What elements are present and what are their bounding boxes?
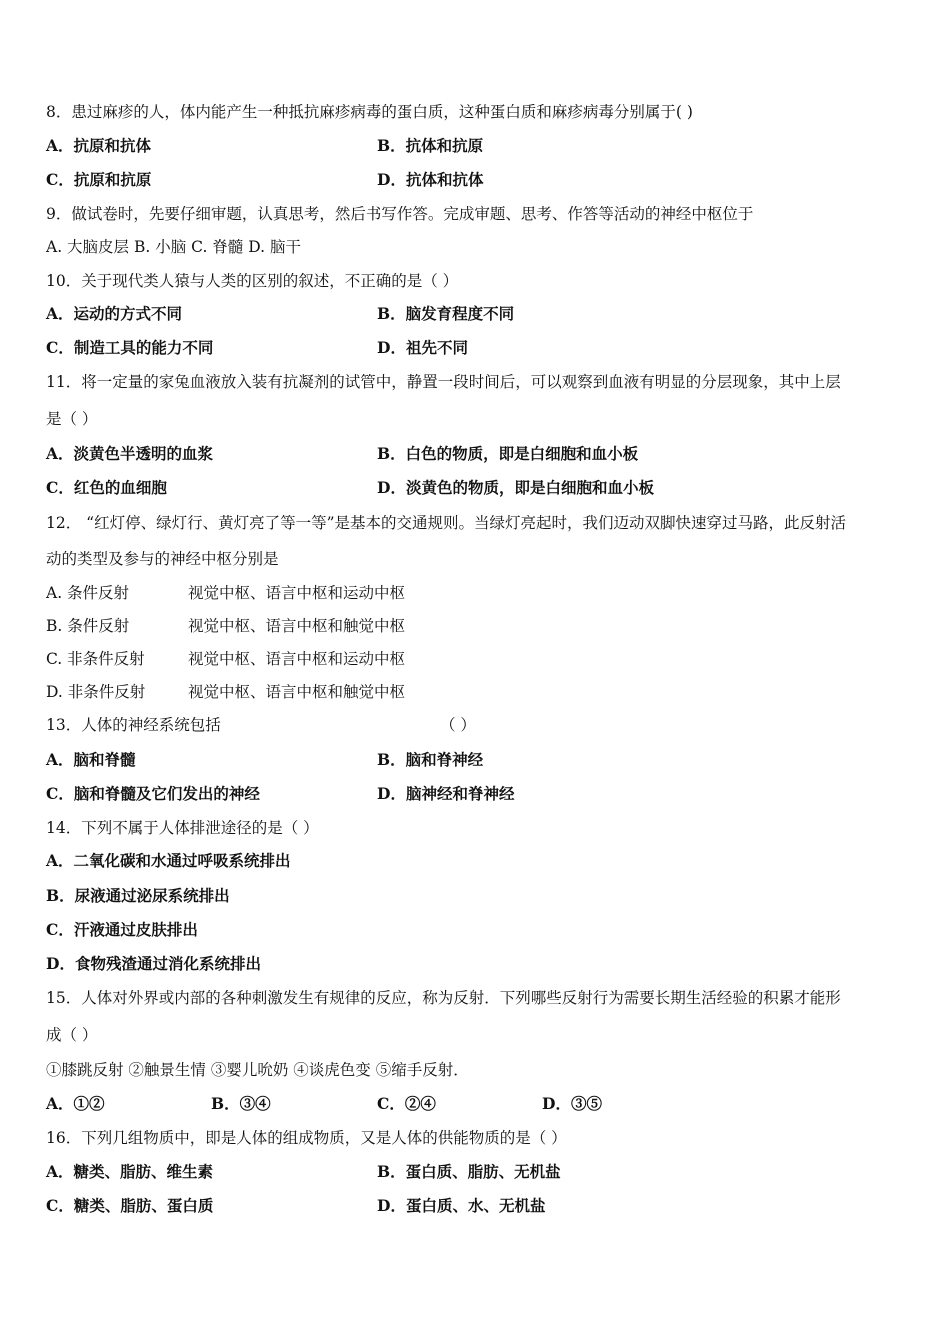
q15-option-b: B．③④ bbox=[211, 1094, 271, 1113]
q12-option-a-text: 视觉中枢、语言中枢和运动中枢 bbox=[188, 584, 406, 602]
q9-options: A. 大脑皮层 B. 小脑 C. 脊髓 D. 脑干 bbox=[46, 238, 301, 256]
q12-stem-line2: 动的类型及参与的神经中枢分别是 bbox=[46, 550, 279, 568]
q8-option-c: C．抗原和抗原 bbox=[46, 170, 152, 189]
q8-option-d: D．抗体和抗体 bbox=[377, 170, 484, 189]
q11-stem-line1: 11．将一定量的家兔血液放入装有抗凝剂的试管中，静置一段时间后，可以观察到血液有明显的分层现象，其中上层 bbox=[46, 373, 841, 391]
q16-option-d: D．蛋白质、水、无机盐 bbox=[377, 1196, 546, 1215]
q15-items: ①膝跳反射 ②触景生情 ③婴儿吮奶 ④谈虎色变 ⑤缩手反射． bbox=[46, 1061, 469, 1079]
q8-option-a: A．抗原和抗体 bbox=[46, 136, 152, 155]
q15-option-a: A．①② bbox=[46, 1094, 105, 1113]
q15-option-c: C．②④ bbox=[377, 1094, 436, 1113]
q14-option-d: D．食物残渣通过消化系统排出 bbox=[46, 954, 261, 973]
q16-option-b: B．蛋白质、脂肪、无机盐 bbox=[377, 1162, 561, 1181]
q11-option-b: B．白色的物质，即是白细胞和血小板 bbox=[377, 444, 639, 463]
q13-option-d: D．脑神经和脊神经 bbox=[377, 784, 515, 803]
q13-answer-paren: （ ） bbox=[440, 716, 476, 734]
q14-option-c: C．汗液通过皮肤排出 bbox=[46, 920, 198, 939]
q12-option-b-text: 视觉中枢、语言中枢和触觉中枢 bbox=[188, 617, 406, 635]
q8-stem: 8．患过麻疹的人，体内能产生一种抵抗麻疹病毒的蛋白质，这种蛋白质和麻疹病毒分别属于( ) bbox=[46, 103, 693, 121]
q15-stem-line1: 15．人体对外界或内部的各种刺激发生有规律的反应，称为反射．下列哪些反射行为需要长期生活经验的积累才能形 bbox=[46, 989, 841, 1007]
q10-stem: 10．关于现代类人猿与人类的区别的叙述，不正确的是（ ） bbox=[46, 272, 459, 290]
q9-stem: 9．做试卷时，先要仔细审题，认真思考，然后书写作答。完成审题、思考、作答等活动的神经中枢位于 bbox=[46, 205, 754, 223]
q12-stem-line1: 12． “红灯停、绿灯行、黄灯亮了等一等”是基本的交通规则。当绿灯亮起时，我们迈动双脚快速穿过马路，此反射活 bbox=[46, 514, 847, 532]
q13-stem: 13．人体的神经系统包括 bbox=[46, 716, 221, 734]
q16-option-a: A．糖类、脂肪、维生素 bbox=[46, 1162, 214, 1181]
q12-option-b-label: B. 条件反射 bbox=[46, 617, 130, 635]
q12-option-a-label: A. 条件反射 bbox=[46, 584, 130, 602]
q10-option-b: B．脑发育程度不同 bbox=[377, 304, 515, 323]
q13-option-b: B．脑和脊神经 bbox=[377, 750, 484, 769]
q13-option-c: C．脑和脊髓及它们发出的神经 bbox=[46, 784, 260, 803]
q12-option-d-label: D. 非条件反射 bbox=[46, 683, 146, 701]
q12-option-d-text: 视觉中枢、语言中枢和触觉中枢 bbox=[188, 683, 406, 701]
q11-option-a: A．淡黄色半透明的血浆 bbox=[46, 444, 214, 463]
q14-option-a: A．二氧化碳和水通过呼吸系统排出 bbox=[46, 851, 291, 870]
q16-option-c: C．糖类、脂肪、蛋白质 bbox=[46, 1196, 214, 1215]
q15-option-d: D．③⑤ bbox=[542, 1094, 602, 1113]
q15-stem-line2: 成（ ） bbox=[46, 1026, 98, 1044]
q8-option-b: B．抗体和抗原 bbox=[377, 136, 484, 155]
q10-option-a: A．运动的方式不同 bbox=[46, 304, 183, 323]
q12-option-c-text: 视觉中枢、语言中枢和运动中枢 bbox=[188, 650, 406, 668]
q14-stem: 14．下列不属于人体排泄途径的是（ ） bbox=[46, 819, 319, 837]
q14-option-b: B．尿液通过泌尿系统排出 bbox=[46, 886, 230, 905]
q11-stem-line2: 是（ ） bbox=[46, 410, 98, 428]
q16-stem: 16．下列几组物质中，即是人体的组成物质，又是人体的供能物质的是（ ） bbox=[46, 1129, 567, 1147]
q11-option-d: D．淡黄色的物质，即是白细胞和血小板 bbox=[377, 478, 654, 497]
q11-option-c: C．红色的血细胞 bbox=[46, 478, 167, 497]
q10-option-c: C．制造工具的能力不同 bbox=[46, 338, 214, 357]
q12-option-c-label: C. 非条件反射 bbox=[46, 650, 145, 668]
q10-option-d: D．祖先不同 bbox=[377, 338, 468, 357]
q13-option-a: A．脑和脊髓 bbox=[46, 750, 136, 769]
